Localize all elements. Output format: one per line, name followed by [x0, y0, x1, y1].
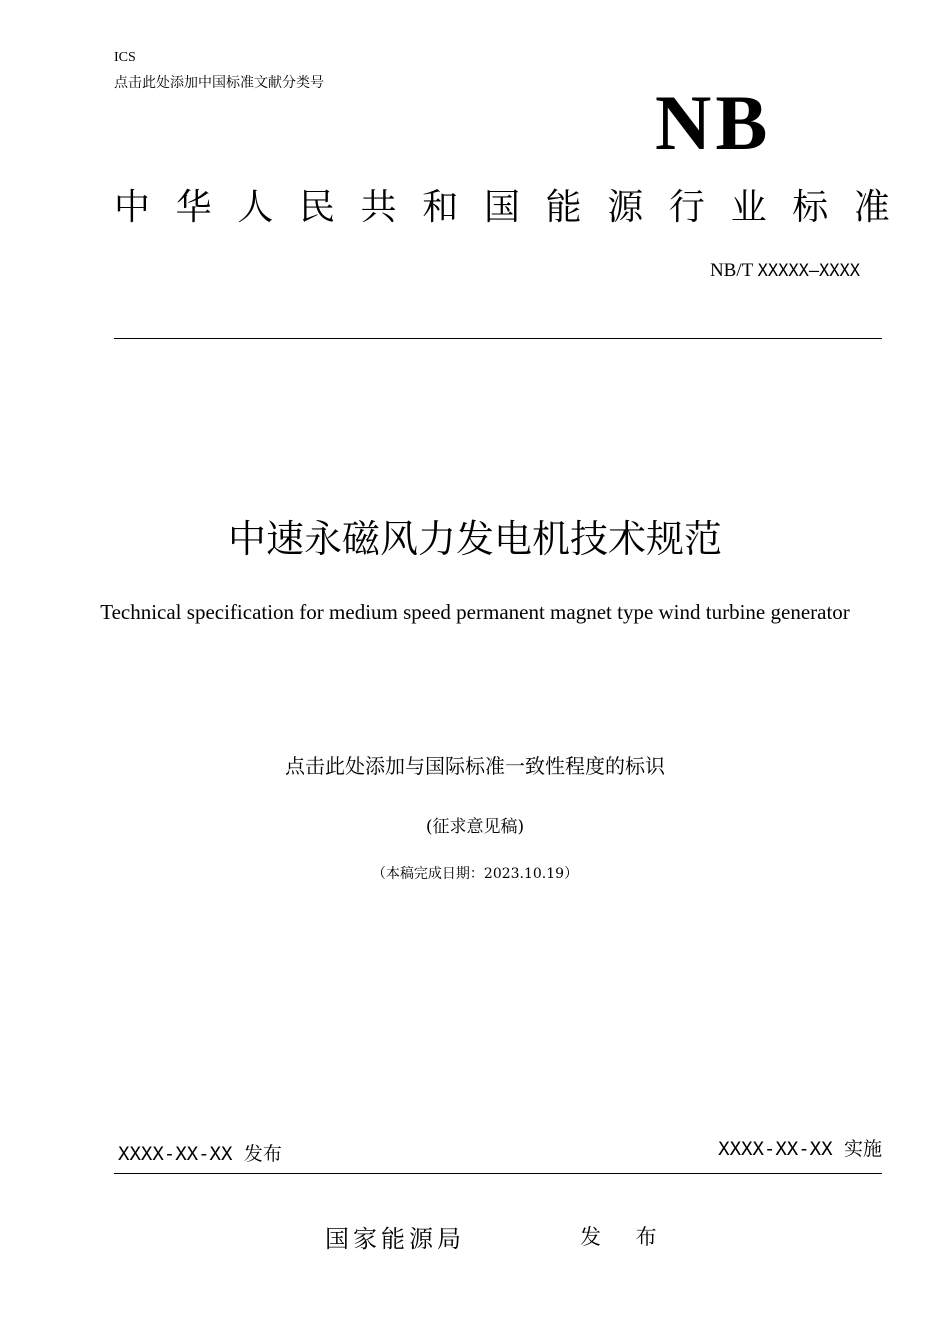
standard-number — [710, 259, 860, 283]
standard-title — [114, 182, 890, 234]
standard-title-char: 民 — [298, 187, 335, 228]
issuer-name: 国家能源局 — [325, 1225, 465, 1253]
standard-title-char: 国 — [483, 187, 520, 228]
standard-title-char: 华 — [175, 187, 212, 228]
standard-title-char: 和 — [422, 187, 459, 228]
standard-number-prefix: NB/T — [709, 260, 753, 281]
standard-title-char: 中 — [114, 187, 151, 228]
nb-logo: NB — [655, 79, 772, 166]
issue-label: 发 布 — [580, 1225, 671, 1249]
classification-placeholder[interactable]: 点击此处添加中国标准文献分类号 — [114, 75, 324, 91]
document-chinese-title: 中速永磁风力发电机技术规范 — [227, 517, 722, 561]
standard-number-value[interactable]: XXXXX—XXXX — [757, 261, 860, 281]
bottom-divider — [114, 1173, 882, 1174]
standard-title-char: 能 — [545, 187, 582, 228]
top-divider — [114, 338, 882, 339]
ics-label: ICS — [114, 50, 136, 65]
standard-title-char: 源 — [607, 187, 644, 228]
standard-title-char: 共 — [360, 187, 397, 228]
standard-title-char: 人 — [237, 187, 274, 228]
publish-date[interactable]: XXXX-XX-XX 发布 — [118, 1143, 282, 1165]
consistency-placeholder[interactable]: 点击此处添加与国际标准一致性程度的标识 — [285, 754, 665, 778]
draft-label: (征求意见稿) — [425, 817, 525, 837]
standard-title-char: 准 — [853, 187, 890, 228]
implement-date[interactable]: XXXX-XX-XX 实施 — [718, 1138, 882, 1160]
document-english-title: Technical specification for medium speed permanent magnet type wind turbine generator — [100, 600, 850, 624]
standard-title-char: 标 — [792, 187, 829, 228]
standard-title-char: 行 — [668, 187, 705, 228]
completion-date: （本稿完成日期：2023.10.19） — [371, 866, 579, 882]
standard-title-char: 业 — [730, 187, 767, 228]
